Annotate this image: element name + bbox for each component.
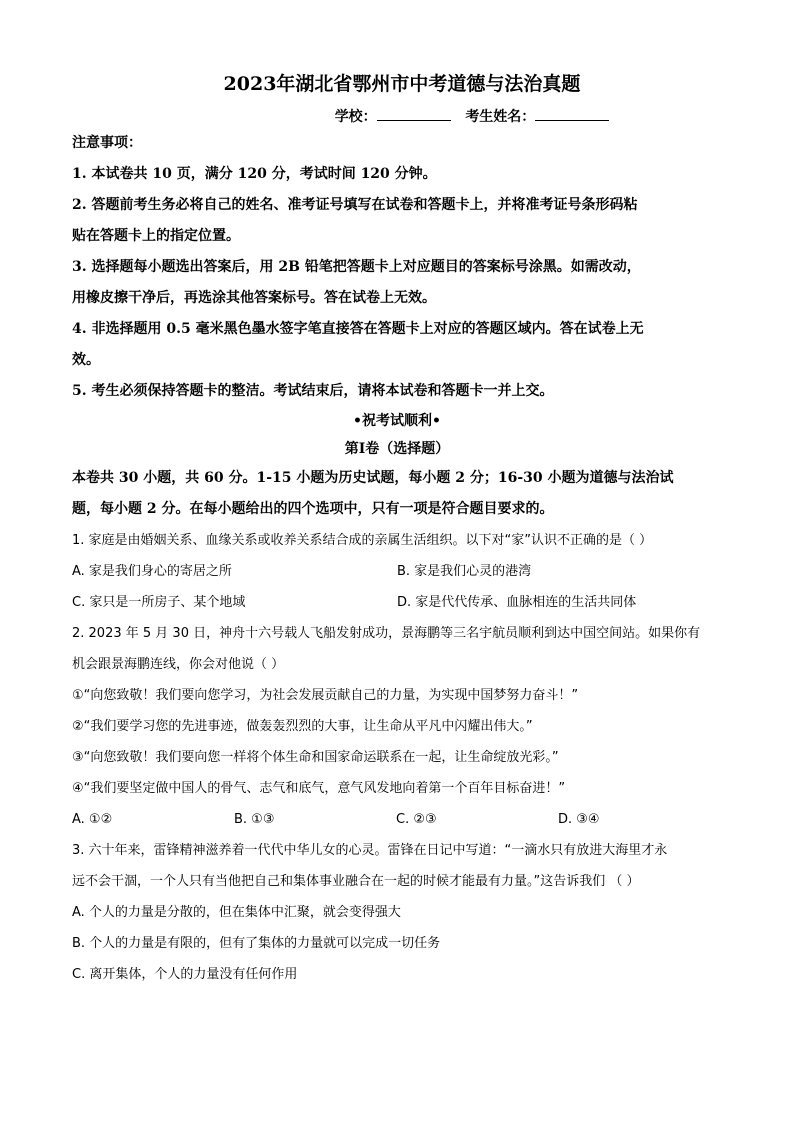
question-1-options-row [72,587,722,618]
option-a: A. 家是我们身心的寄居之所 [72,564,232,579]
notice-item: 4. 非选择题用 0.5 毫米黑色墨水签字笔直接答在答题卡上对应的答题区域内。答在试卷上无 [72,321,644,337]
notice-heading: 注意事项： [72,135,142,151]
notice-item: 1. 本试卷共 10 页，满分 120 分，考试时间 120 分钟。 [72,166,437,182]
question-2-statement: ①“向您致敬！我们要向您学习，为社会发展贡献自己的力量，为实现中国梦努力奋斗！” [72,688,579,703]
notice-item: 5. 考生必须保持答题卡的整洁。考试结束后，请将本试卷和答题卡一并上交。 [72,383,554,399]
section-title: 第Ⅰ卷（选择题） [344,441,450,457]
option-a: A. ①② [72,812,113,827]
option-b: B. 家是我们心灵的港湾 [397,564,532,579]
question-2-statement: ③“向您致敬！我们要向您一样将个体生命和国家命运联系在一起，让生命绽放光彩。” [72,750,559,765]
notice-item: 3. 选择题每小题选出答案后，用 2B 铅笔把答题卡上对应题目的答案标号涂黑。如需改动， [72,259,641,275]
section-description: 本卷共 30 小题，共 60 分。1-15 小题为历史试题，每小题 2 分；16-30 小题为道德与法治试 [72,470,674,486]
option-c: C. 家只是一所房子、某个地域 [72,595,246,610]
option-d: D. 家是代代传承、血脉相连的生活共同体 [397,595,637,610]
notice-item: 用橡皮擦干净后，再选涂其他答案标号。答在试卷上无效。 [72,290,436,306]
question-2-stem: 2. 2023 年 5 月 30 日，神舟十六号载人飞船发射成功，景海鹏等三名宇航员顺利到达中国空间站。如果你有 [72,626,701,641]
question-3-stem: 3. 六十年来，雷锋精神滋养着一代代中华儿女的心灵。雷锋在日记中写道：“一滴水只有放进大海里才永 [72,843,668,858]
question-2-options-row [72,804,722,835]
question-1-options-row [72,556,722,587]
option-c: C. ②③ [396,812,437,827]
name-label: 考生姓名： [465,109,536,125]
notice-item: 2. 答题前考生务必将自己的姓名、准考证号填写在试卷和答题卡上，并将准考证号条形码粘 [72,197,638,213]
section-description: 题，每小题 2 分。在每小题给出的四个选项中，只有一项是符合题目要求的。 [72,501,554,517]
option-b: B. 个人的力量是有限的，但有了集体的力量就可以完成一切任务 [72,936,441,951]
question-1-stem: 1. 家庭是由婚姻关系、血缘关系或收养关系结合成的亲属生活组织。以下对“家”认识不正确的是（ ） [72,533,653,548]
option-b: B. ①③ [234,812,275,827]
good-luck-wish: •祝考试顺利• [353,413,441,429]
name-blank [535,106,609,121]
notice-item: 效。 [72,352,100,368]
exam-page [72,70,722,990]
option-d: D. ③④ [558,812,600,827]
question-2-statement: ④“我们要坚定做中国人的骨气、志气和底气，意气风发地向着第一个百年目标奋进！” [72,781,566,796]
student-info-line [222,106,722,128]
question-2-statement: ②“我们要学习您的先进事迹，做轰轰烈烈的大事，让生命从平凡中闪耀出伟大。” [72,719,533,734]
school-label: 学校： [334,109,377,125]
page-title: 2023年湖北省鄂州市中考道德与法治真题 [223,73,581,95]
option-c: C. 离开集体，个人的力量没有任何作用 [72,967,298,982]
school-blank [377,106,451,121]
notice-item: 贴在答题卡上的指定位置。 [72,228,240,244]
option-a: A. 个人的力量是分散的，但在集体中汇聚，就会变得强大 [72,905,401,920]
question-2-stem: 机会跟景海鹏连线，你会对他说（ ） [72,657,285,672]
question-3-stem: 远不会干涸，一个人只有当他把自己和集体事业融合在一起的时候才能最有力量。”这告诉我们 （ ） [72,874,640,889]
